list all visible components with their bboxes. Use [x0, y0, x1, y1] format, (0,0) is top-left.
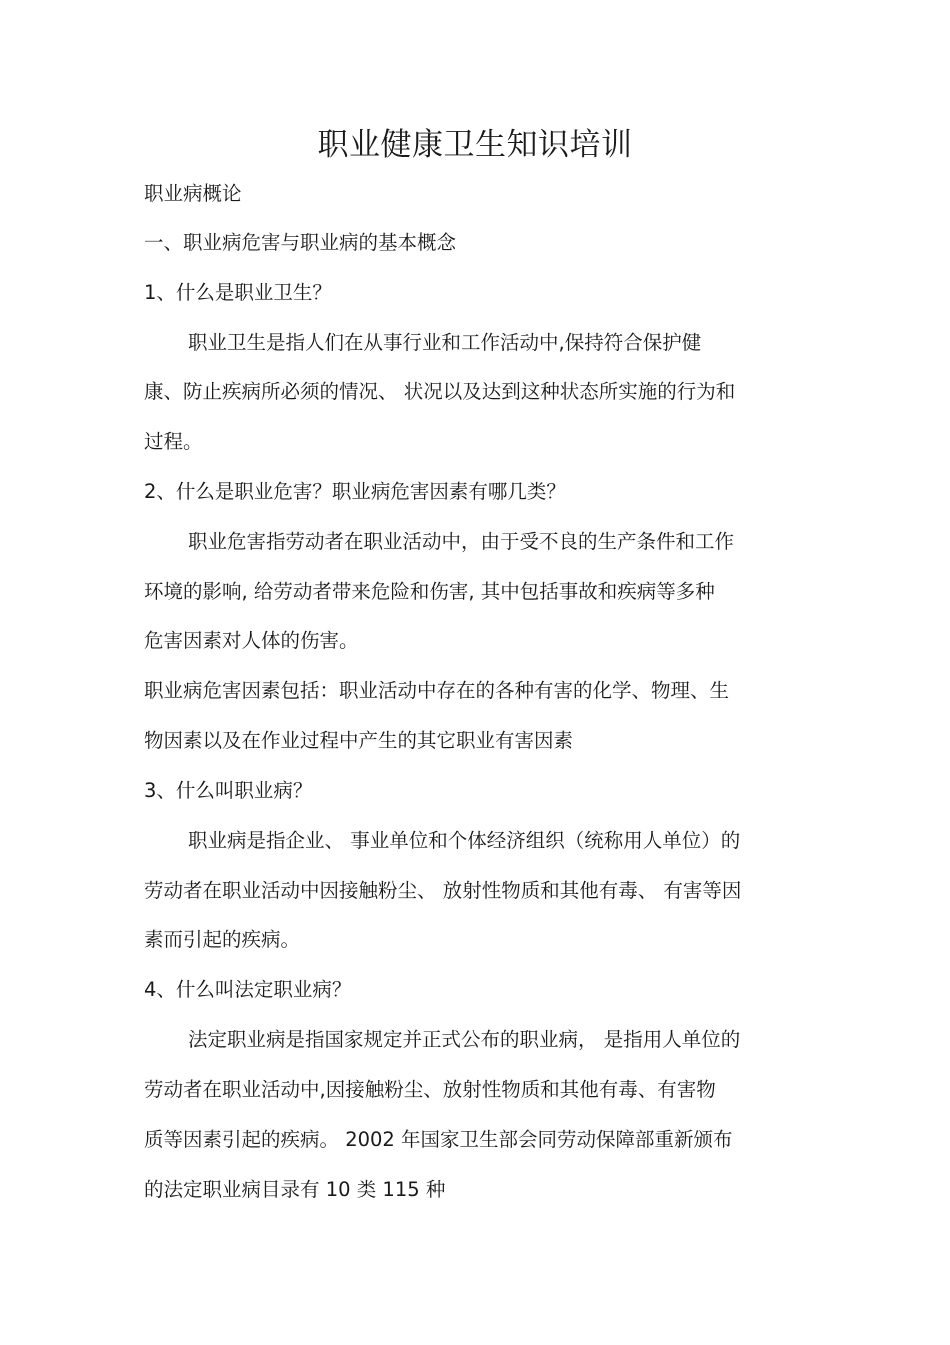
- paragraph-line: 环境的影响, 给劳动者带来危险和伤害, 其中包括事故和疾病等多种: [144, 580, 715, 603]
- paragraph-line: 康、防止疾病所必须的情况、 状况以及达到这种状态所实施的行为和: [144, 380, 736, 403]
- question-heading: 2、什么是职业危害？职业病危害因素有哪几类？: [144, 480, 566, 503]
- paragraph-line: 素而引起的疾病。: [144, 928, 301, 951]
- document-title: 职业健康卫生知识培训: [317, 127, 633, 163]
- subsection-heading: 一、职业病危害与职业病的基本概念: [144, 231, 457, 254]
- paragraph-line: 质等因素引起的疾病。 2002 年国家卫生部会同劳动保障部重新颁布: [144, 1128, 733, 1151]
- paragraph-line: 物因素以及在作业过程中产生的其它职业有害因素: [144, 729, 574, 752]
- question-heading: 1、什么是职业卫生？: [144, 281, 332, 304]
- paragraph-line: 劳动者在职业活动中因接触粉尘、 放射性物质和其他有毒、 有害等因: [144, 879, 742, 902]
- paragraph-line: 职业卫生是指人们在从事行业和工作活动中,保持符合保护健: [188, 331, 702, 354]
- paragraph-line: 职业病危害因素包括：职业活动中存在的各种有害的化学、物理、生: [144, 679, 730, 702]
- paragraph-line: 危害因素对人体的伤害。: [144, 629, 359, 652]
- question-heading: 3、什么叫职业病？: [144, 779, 313, 802]
- paragraph-line: 劳动者在职业活动中,因接触粉尘、放射性物质和其他有毒、有害物: [144, 1078, 716, 1101]
- paragraph-line: 的法定职业病目录有 10 类 115 种: [144, 1178, 446, 1201]
- paragraph-line: 职业危害指劳动者在职业活动中，由于受不良的生产条件和工作: [188, 530, 735, 553]
- section-heading: 职业病概论: [144, 182, 242, 205]
- question-heading: 4、什么叫法定职业病？: [144, 978, 352, 1001]
- paragraph-line: 过程。: [144, 430, 203, 453]
- paragraph-line: 法定职业病是指国家规定并正式公布的职业病， 是指用人单位的: [188, 1028, 741, 1051]
- paragraph-line: 职业病是指企业、 事业单位和个体经济组织（统称用人单位）的: [188, 829, 741, 852]
